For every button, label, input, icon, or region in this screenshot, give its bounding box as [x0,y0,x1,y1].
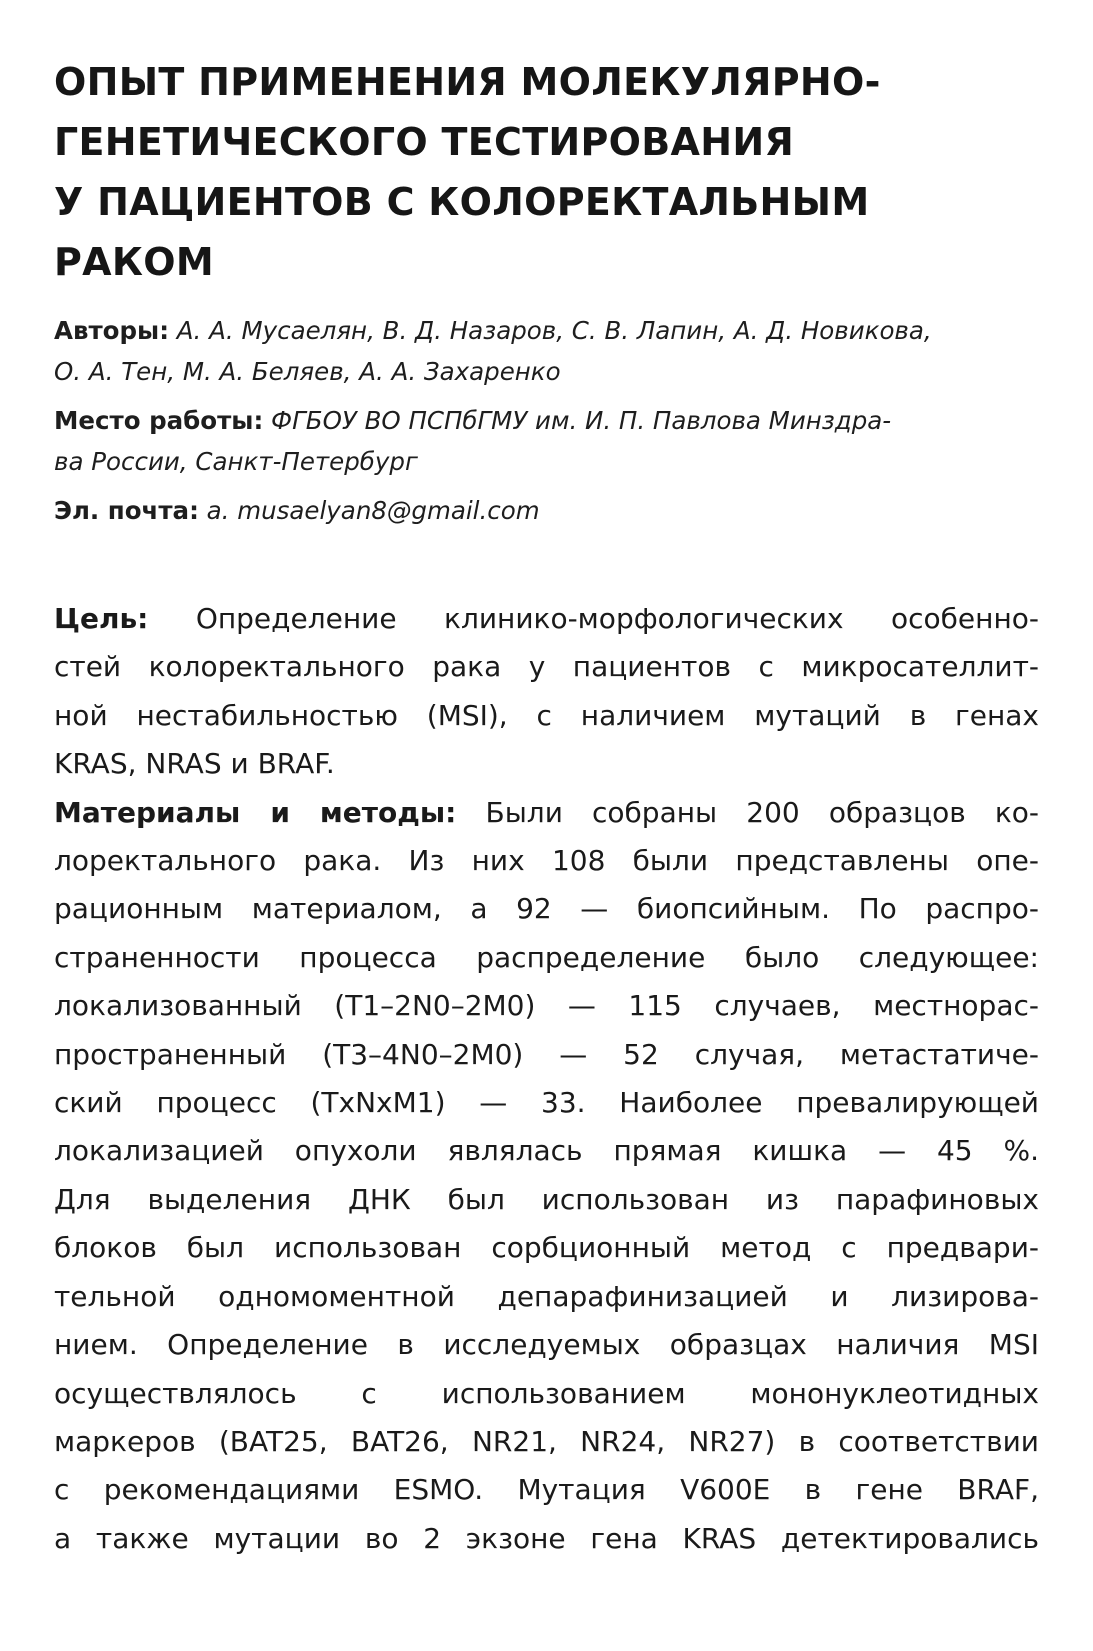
email-label: Эл. почта: [54,496,199,525]
goal-label: Цель: [54,602,149,635]
paragraph-line [54,789,1039,837]
abstract-body [54,595,1039,1563]
paragraph-line: ной нестабильностью (MSI), с наличием мутаций в генах [54,698,1039,732]
paragraph-line [54,595,1039,643]
goal-paragraph [54,595,1039,789]
email-value: a. musaelyan8@gmail.com [198,496,540,525]
email-block [54,490,1039,531]
goal-first-line: Определение клинико-морфологических особенно- [148,602,1039,635]
workplace-block [54,400,1039,482]
paragraph-line: с рекомендациями ESMO. Мутация V600E в гене BRAF, [54,1473,1039,1507]
title-line: ОПЫТ ПРИМЕНЕНИЯ МОЛЕКУЛЯРНО- [54,60,881,104]
paragraph-line: страненности процесса распределение было следующее: [54,940,1039,974]
paragraph-line: а также мутации во 2 экзоне гена KRAS детектировались [54,1521,1039,1555]
methods-label: Материалы и методы: [54,795,457,829]
workplace-value: ФГБОУ ВО ПСПбГМУ им. И. П. Павлова Минздра- [263,406,892,435]
authors-label: Авторы: [54,316,169,345]
title-line: У ПАЦИЕНТОВ С КОЛОРЕКТАЛЬНЫМ [54,180,870,224]
paragraph-line: тельной одномоментной депарафинизацией и лизирова- [54,1279,1039,1313]
workplace-line-1 [54,400,1039,441]
authors-line-2: О. А. Тен, М. А. Беляев, А. А. Захаренко [54,357,561,386]
authors-value: А. А. Мусаелян, В. Д. Назаров, С. В. Лапин, А. Д. Новикова, [169,316,932,345]
paragraph-line: блоков был использован сорбционный метод с предвари- [54,1231,1039,1265]
title-line: ГЕНЕТИЧЕСКОГО ТЕСТИРОВАНИЯ [54,120,795,164]
methods-first-line: Были собраны 200 образцов ко- [456,795,1039,829]
article-title [54,52,1039,292]
workplace-line-2: ва России, Санкт-Петербург [54,447,418,476]
paragraph-line: лоректального рака. Из них 108 были представлены опе- [54,844,1039,878]
paragraph-line: пространенный (T3–4N0–2M0) — 52 случая, метастатиче- [54,1037,1039,1071]
paragraph-line: рационным материалом, а 92 — биопсийным. По распро- [54,892,1039,926]
paragraph-line: ский процесс (TxNxM1) — 33. Наиболее превалирующей [54,1086,1039,1120]
article-meta [54,310,1039,531]
paragraph-line: осуществлялось с использованием мононуклеотидных [54,1376,1039,1410]
authors-block [54,310,1039,392]
paragraph-line: локализованный (T1–2N0–2M0) — 115 случаев, местнорас- [54,989,1039,1023]
email-line [54,490,1039,531]
paragraph-line: нием. Определение в исследуемых образцах наличия MSI [54,1328,1039,1362]
authors-line-1 [54,310,1039,351]
methods-paragraph [54,789,1039,1564]
article-page [54,52,1039,1563]
paragraph-line: маркеров (BAT25, BAT26, NR21, NR24, NR27) в соответствии [54,1424,1039,1458]
workplace-label: Место работы: [54,406,264,435]
paragraph-line: стей колоректального рака у пациентов с микросателлит- [54,650,1039,684]
title-line: РАКОМ [54,240,214,284]
paragraph-line: Для выделения ДНК был использован из парафиновых [54,1182,1039,1216]
paragraph-line: KRAS, NRAS и BRAF. [54,747,335,781]
paragraph-line: локализацией опухоли являлась прямая кишка — 45 %. [54,1134,1039,1168]
